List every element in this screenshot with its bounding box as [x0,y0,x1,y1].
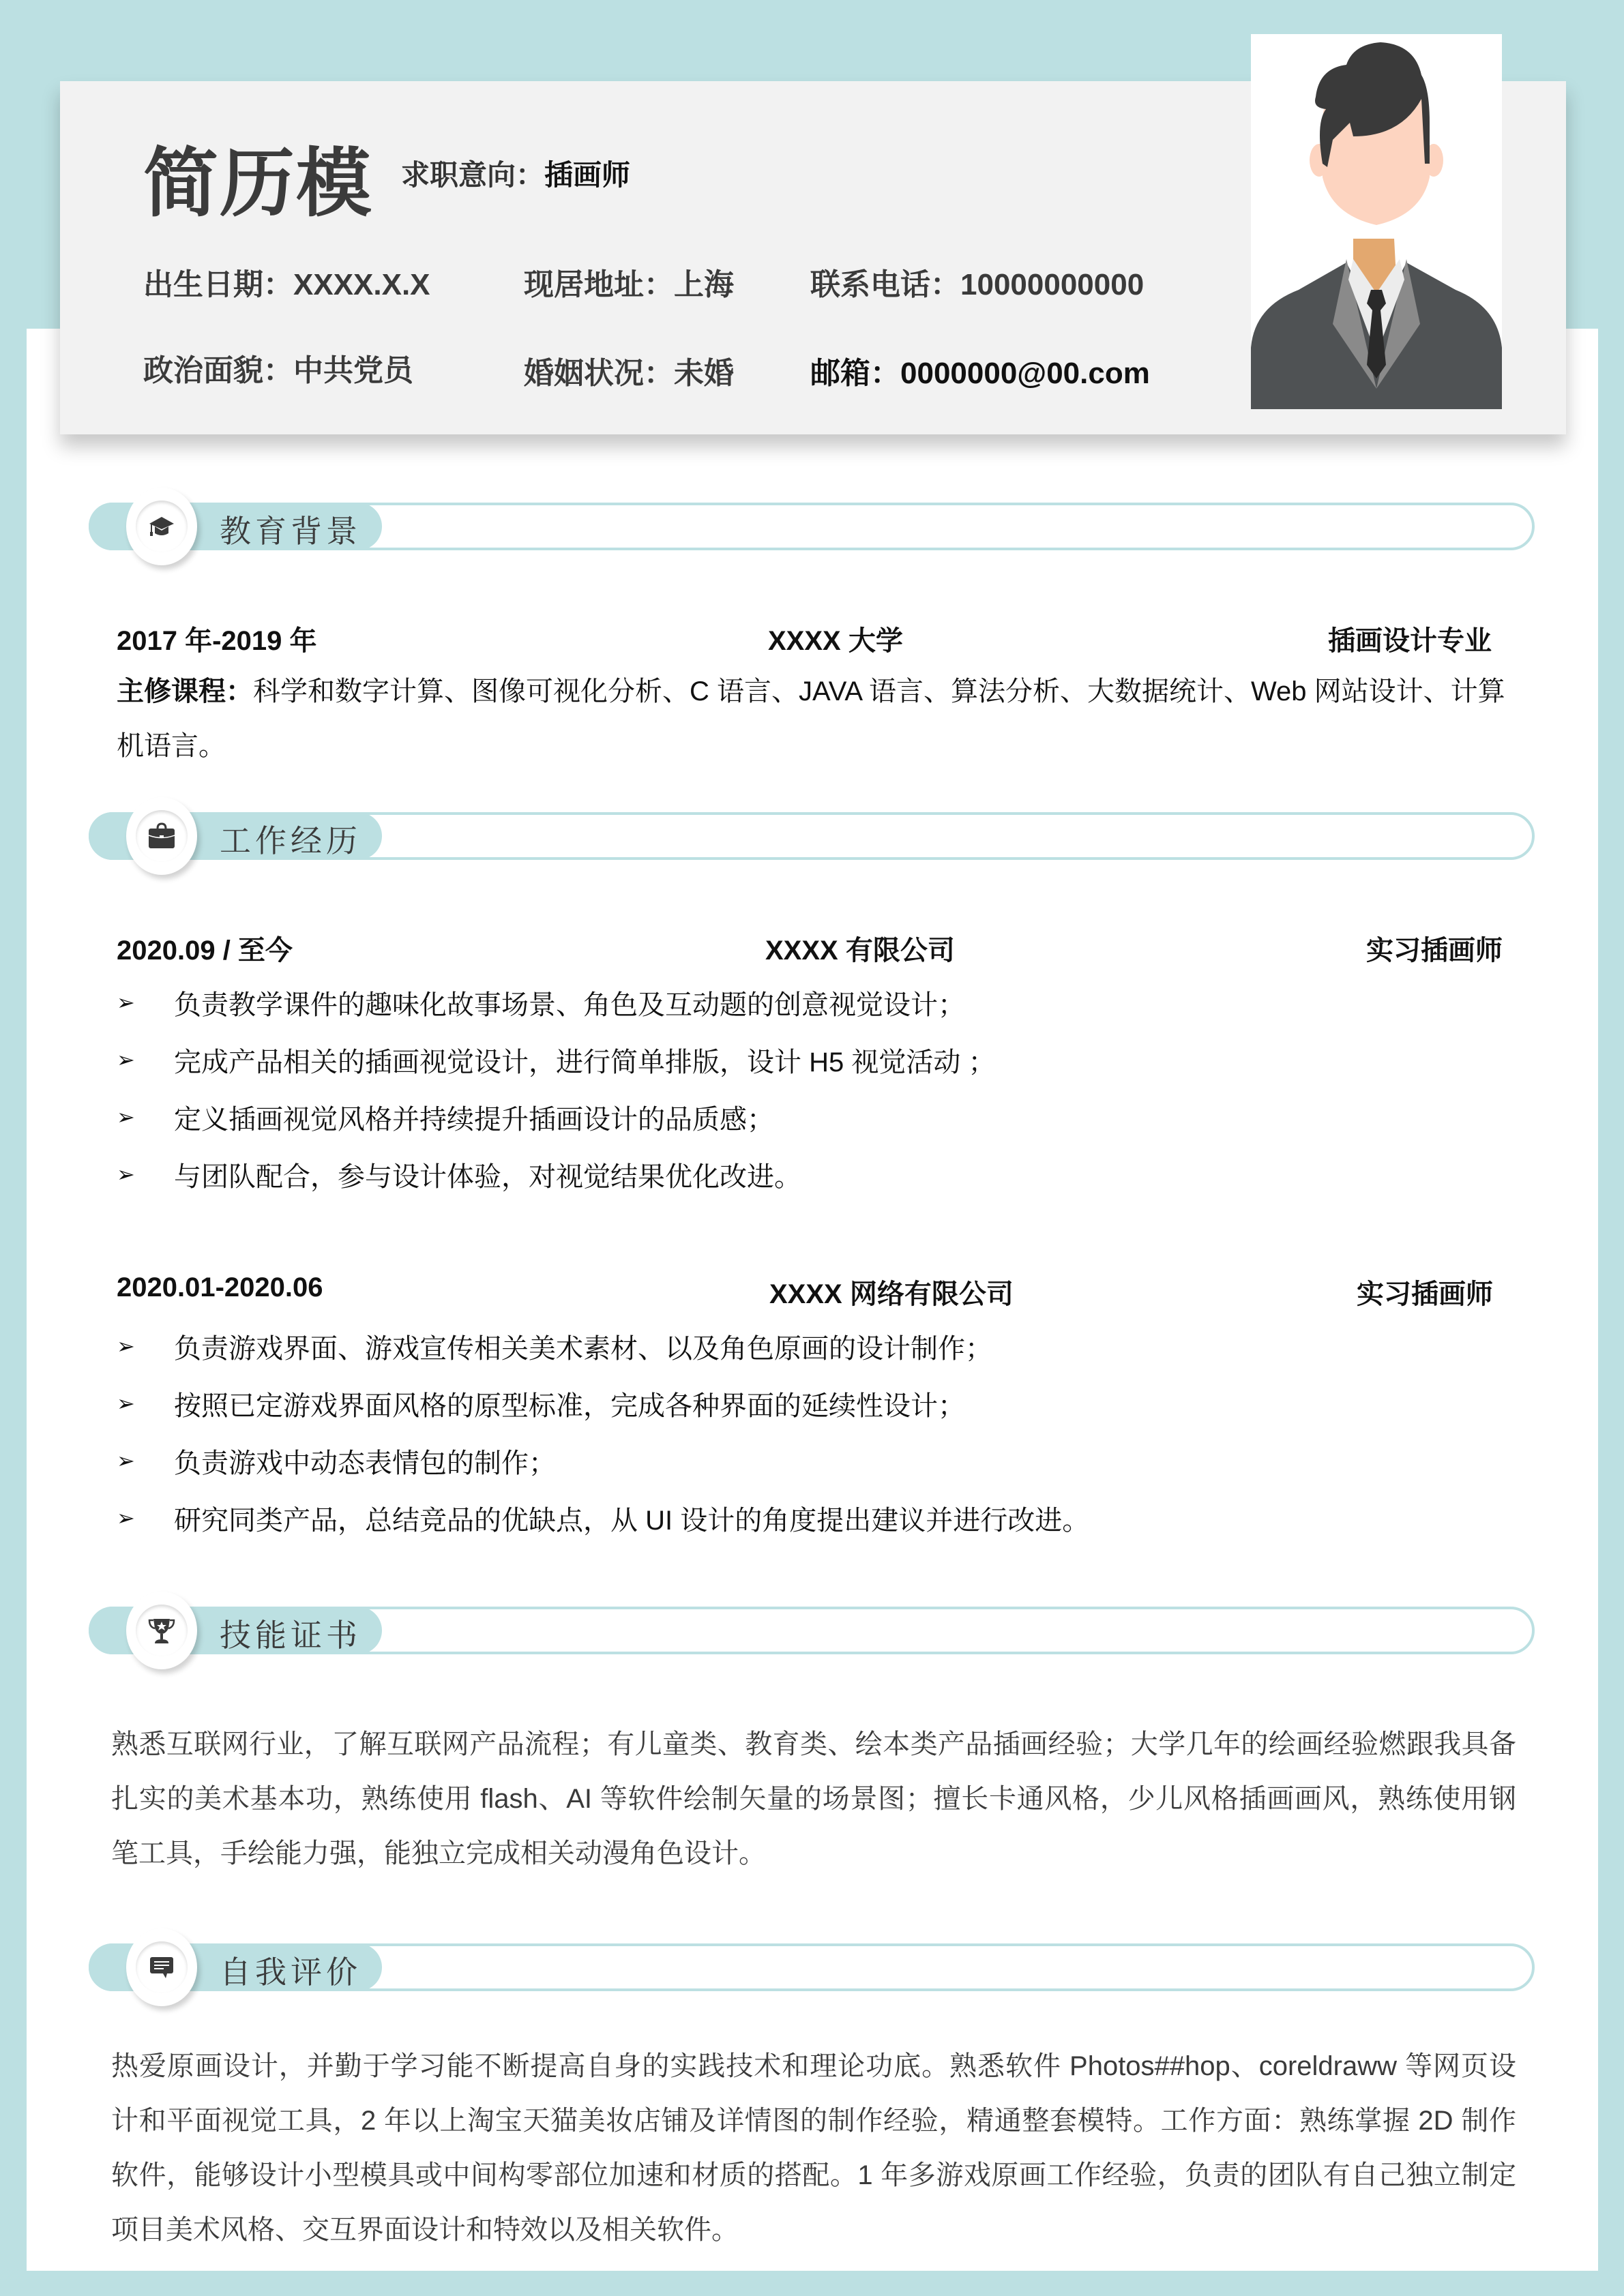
arrow-bullet-icon: ➢ [117,1334,135,1358]
section-title: 工作经历 [220,823,361,859]
self-evaluation-text: 热爱原画设计，并勤于学习能不断提高自身的实践技术和理论功底。熟悉软件 Photos##hop、coreldraww 等网页设计和平面视觉工具，2 年以上淘宝天猫美妆店铺及详情图的制作经验，精通整套模特。工作方面：熟练掌握 2D 制作软件，能够设计小型模具或中间构零部位加速和材质的搭配。1 年多游戏原画工作经验，负责的团队有自己独立制定项目美术风格、交互界面设计和特效以及相关软件。 [111,2051,1516,2245]
job-intent-label: 求职意向： [401,159,545,191]
section-title: 教育背景 [220,513,361,549]
education-school: XXXX 大学 [768,626,903,656]
job-company: XXXX 网络有限公司 [769,1279,1014,1309]
job-intent [401,153,630,194]
duty-item: ➢ 与团队配合，参与设计体验，对视觉结果优化改进。 [117,1161,801,1192]
email [810,348,1150,392]
courses-label: 主修课程： [117,676,253,706]
arrow-bullet-icon: ➢ [117,1506,135,1530]
job-intent-value: 插画师 [544,159,631,191]
job-duties [117,974,1515,1203]
arrow-bullet-icon: ➢ [117,1391,135,1416]
section-icon-badge [126,1928,197,2006]
phone: 联系电话：10000000000 [810,268,1145,301]
briefcase-icon [147,822,176,850]
job-role: 实习插画师 [1366,936,1503,966]
arrow-bullet-icon: ➢ [117,1448,135,1473]
section-title: 技能证书 [220,1617,361,1653]
speech-bubble-icon [148,1954,175,1981]
political-status: 政治面貌：中共党员 [143,354,413,387]
marital-status: 婚姻状况：未婚 [524,357,734,390]
avatar-photo [1251,34,1502,409]
job-duties [117,1317,1515,1547]
duty-item: ➢ 定义插画视觉风格并持续提升插画设计的品质感； [117,1104,774,1135]
job-role: 实习插画师 [1357,1279,1493,1309]
graduation-cap-icon [148,513,175,540]
arrow-bullet-icon: ➢ [117,1105,135,1129]
email-label: 邮箱： [810,357,900,390]
section-icon-badge [126,488,197,565]
arrow-bullet-icon: ➢ [117,990,135,1015]
duty-item: ➢ 负责教学课件的趣味化故事场景、角色及互动题的创意视觉设计； [117,989,965,1020]
avatar-man-icon [1251,34,1502,409]
trophy-icon [148,1616,175,1645]
duty-item: ➢ 研究同类产品，总结竞品的优缺点，从 UI 设计的角度提出建议并进行改进。 [117,1505,1090,1536]
duty-item: ➢ 完成产品相关的插画视觉设计，进行简单排版，设计 H5 视觉活动 ； [117,1047,996,1077]
section-header-work [89,812,1535,860]
duty-item: ➢ 负责游戏中动态表情包的制作； [117,1448,556,1478]
section-icon-badge [126,797,197,875]
job-company: XXXX 有限公司 [765,936,955,966]
email-value: 0000000@00.com [900,357,1150,390]
section-header-self-evaluation [89,1943,1535,1991]
courses-text: 科学和数字计算、图像可视化分析、C 语言、JAVA 语言、算法分析、大数据统计、Web 网站设计、计算机语言。 [117,676,1505,761]
birth-date: 出生日期：XXXX.X.X [143,268,430,301]
resume-name: 简历模 [143,142,372,226]
education-major: 插画设计专业 [1328,626,1492,656]
section-icon-badge [126,1592,197,1669]
arrow-bullet-icon: ➢ [117,1047,135,1072]
address: 现居地址：上海 [524,268,734,301]
duty-item: ➢ 负责游戏界面、游戏宣传相关美术素材、以及角色原画的设计制作； [117,1333,992,1364]
section-header-skills [89,1607,1535,1654]
education-courses [117,664,1515,773]
arrow-bullet-icon: ➢ [117,1162,135,1187]
duty-item: ➢ 按照已定游戏界面风格的原型标准，完成各种界面的延续性设计； [117,1390,965,1421]
skills-text: 熟悉互联网行业，了解互联网产品流程；有儿童类、教育类、绘本类产品插画经验；大学几年的绘画经验燃跟我具备扎实的美术基本功，熟练使用 flash、AI 等软件绘制矢量的场景图；擅长卡通风格，少儿风格插画画风，熟练使用钢笔工具，手绘能力强，能独立完成相关动漫角色设计。 [111,1729,1516,1868]
job-period: 2020.01-2020.06 [117,1272,323,1302]
section-header-education [89,503,1535,550]
job-period: 2020.09 / 至今 [117,936,293,966]
education-period: 2017 年-2019 年 [117,626,317,656]
section-title: 自我评价 [220,1954,361,1990]
